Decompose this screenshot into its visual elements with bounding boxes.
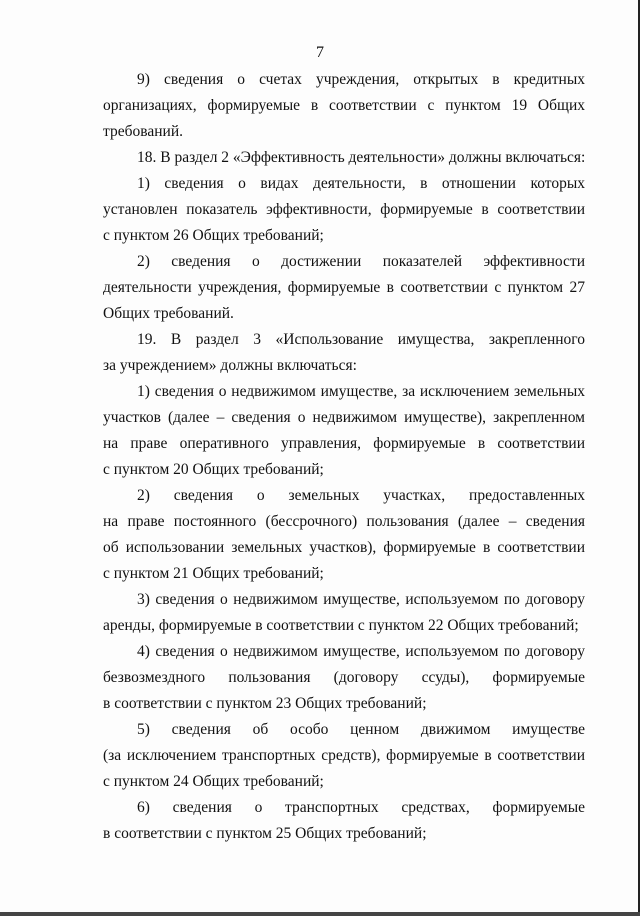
text-line: 1) сведения о недвижимом имуществе, за исключением земельных	[137, 383, 585, 400]
text-line: требований.	[103, 123, 183, 140]
text-line: деятельности учреждения, формируемые в соответствии с пунктом 27	[103, 279, 585, 296]
text-line: 18. В раздел 2 «Эффективность деятельности» должны включаться:	[137, 149, 586, 166]
text-line: 2) сведения о достижении показателей эффективности	[137, 253, 585, 270]
text-line: за учреждением» должны включаться:	[103, 357, 357, 374]
page-number: 7	[316, 44, 324, 61]
text-line: с пунктом 20 Общих требований;	[103, 461, 324, 478]
text-line: 4) сведения о недвижимом имуществе, используемом по договору	[137, 643, 585, 660]
text-line: участков (далее – сведения о недвижимом имуществе), закрепленном	[103, 409, 585, 426]
text-line: установлен показатель эффективности, формируемые в соответствии	[103, 201, 585, 218]
text-line: с пунктом 24 Общих требований;	[103, 773, 324, 790]
text-line: 3) сведения о недвижимом имуществе, используемом по договору	[137, 591, 585, 608]
text-line: об использовании земельных участков), формируемые в соответствии	[103, 539, 585, 556]
text-line: 2) сведения о земельных участках, предоставленных	[137, 487, 585, 504]
text-line: на праве оперативного управления, формируемые в соответствии	[103, 435, 585, 452]
text-line: Общих требований.	[103, 305, 234, 322]
text-line: аренды, формируемые в соответствии с пунктом 22 Общих требований;	[103, 617, 579, 634]
text-line: 1) сведения о видах деятельности, в отношении которых	[137, 175, 585, 192]
text-line: 6) сведения о транспортных средствах, формируемые	[137, 799, 585, 816]
text-line: безвозмездного пользования (договору ссуды), формируемые	[103, 669, 585, 686]
text-line: 5) сведения об особо ценном движимом имуществе	[137, 721, 585, 738]
text-line: (за исключением транспортных средств), формируемые в соответствии	[103, 747, 585, 764]
text-line: в соответствии с пунктом 25 Общих требований;	[103, 825, 427, 842]
text-line: в соответствии с пунктом 23 Общих требований;	[103, 695, 427, 712]
text-line: с пунктом 21 Общих требований;	[103, 565, 324, 582]
text-line: с пунктом 26 Общих требований;	[103, 227, 324, 244]
text-line: 19. В раздел 3 «Использование имущества, закрепленного	[137, 331, 585, 348]
text-line: организациях, формируемые в соответствии с пунктом 19 Общих	[103, 97, 585, 114]
text-line: на праве постоянного (бессрочного) пользования (далее – сведения	[103, 513, 585, 530]
scan-edge-bottom	[0, 912, 640, 916]
text-line: 9) сведения о счетах учреждения, открытых в кредитных	[137, 71, 585, 88]
